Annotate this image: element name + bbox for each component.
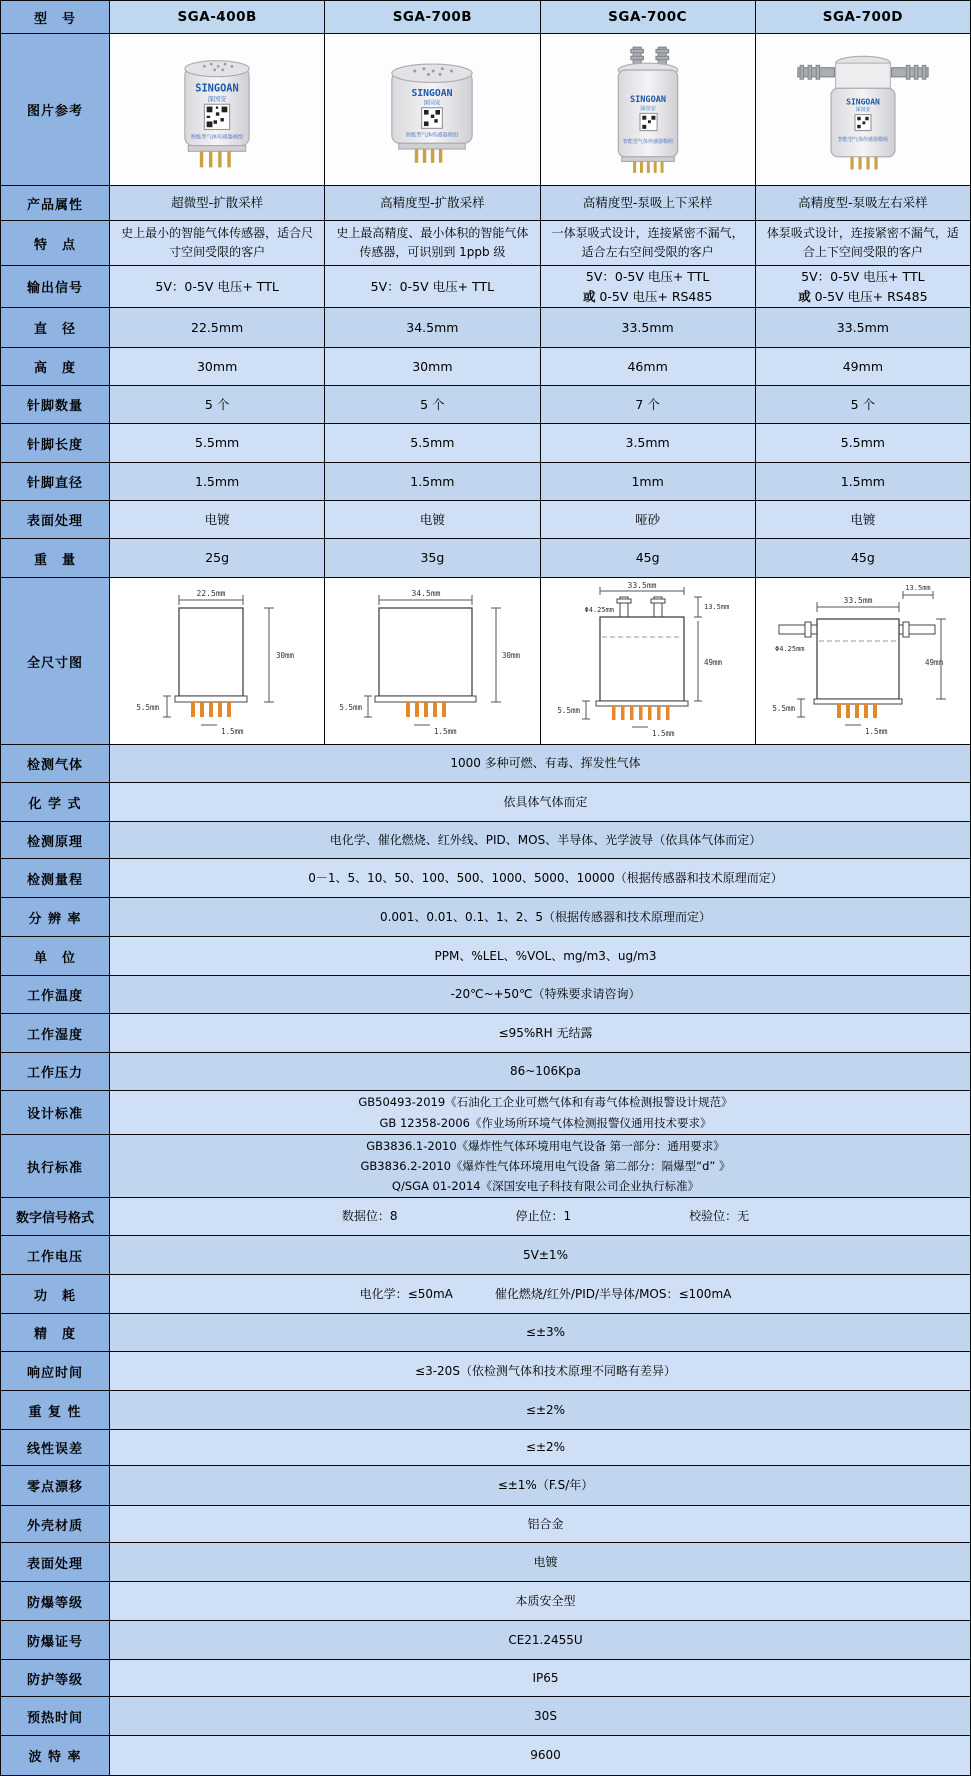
dim-pin-length: 5.5mm [136,703,160,712]
sensor-body [798,56,928,169]
detail-value: 数据位：8 停止位：1 校验位：无 [110,1198,971,1236]
spec-value: 49mm [756,348,971,386]
qr-code [640,113,657,130]
detail-row-protection-grade [1,1660,971,1697]
spec-value: 5 个 [110,386,325,424]
row-label: 输出信号 [1,266,110,308]
detail-value: ≤±3% [110,1314,971,1352]
dim-pin-diameter: 1.5mm [864,727,888,736]
spec-value: 5.5mm [110,424,325,463]
detail-value: IP65 [110,1660,971,1697]
spec-value: 30mm [110,348,325,386]
brand-text: SINGOAN [195,82,239,95]
row-label: 检测量程 [1,859,110,898]
row-label: 执行标准 [1,1135,110,1198]
spec-row-diameter [1,308,971,348]
detail-row-unit [1,937,971,976]
pins [633,161,663,172]
product-photo-sga-700b [325,34,540,186]
caption-text: 智能型气体传感器模组 [406,131,459,138]
detail-value: ≤±2% [110,1430,971,1466]
diagram-pins [837,704,877,718]
detail-value: 86~106Kpa [110,1053,971,1091]
dim-pin-diameter: 1.5mm [221,727,244,736]
dim-pin-length: 5.5mm [557,706,580,715]
detail-row-shell-material [1,1506,971,1543]
detail-row-gases [1,745,971,783]
spec-value: 5.5mm [756,424,971,463]
row-label: 工作湿度 [1,1014,110,1053]
spec-value: 3.5mm [541,424,756,463]
brand-text: SINGOAN [846,96,880,106]
dim-tube-diameter: Φ4.25mm [774,645,805,653]
row-label: 产品属性 [1,186,110,221]
row-label: 防护等级 [1,1660,110,1697]
detail-value: 9600 [110,1736,971,1776]
detail-row-repeatability [1,1391,971,1430]
row-label: 化 学 式 [1,783,110,822]
spec-value: 45g [541,539,756,578]
dimension-diagram-sga-700b [325,578,540,745]
brand-cn-text: 深国安 [207,95,227,103]
caption-text: 智能型气体传感器模组 [190,134,244,141]
photo-row [1,34,971,186]
row-label: 防爆等级 [1,1582,110,1621]
row-label: 工作压力 [1,1053,110,1091]
sensor-body [185,60,249,167]
spec-value: 5.5mm [325,424,540,463]
detail-row-warmup-time [1,1697,971,1736]
spec-value: 体泵吸式设计，连接紧密不漏气，适合上下空间受限的客户 [756,221,971,266]
dimension-diagram-sga-700d [756,578,971,745]
dim-width: 33.5mm [843,596,873,605]
brand-cn-text: 深国安 [639,105,656,112]
spec-row-pin-count [1,386,971,424]
spec-row-weight [1,539,971,578]
detail-row-surface-treatment [1,1543,971,1582]
spec-row-pin-length [1,424,971,463]
row-label-diagram: 全尺寸图 [1,578,110,745]
spec-value: 1.5mm [325,463,540,501]
dim-pin-diameter: 1.5mm [434,727,457,736]
detail-value: GB3836.1-2010《爆炸性气体环境用电气设备 第一部分：通用要求》 GB3836.2-2010《爆炸性气体环境用电气设备 第二部分：隔爆型“d” 》 Q/SGA 01-2014《深国安电子科技有限公司企业执行标准》 [110,1135,971,1198]
pins [850,156,877,169]
detail-value: ≤3-20S（依检测气体和技术原理不同略有差异） [110,1352,971,1391]
detail-row-power [1,1275,971,1314]
detail-row-pressure [1,1053,971,1091]
spec-value: 电镀 [325,501,540,539]
dim-pin-length: 5.5mm [339,703,363,712]
spec-value: 33.5mm [756,308,971,348]
detail-row-resolution [1,898,971,937]
row-label: 数字信号格式 [1,1198,110,1236]
caption-text: 智能型气体传感器模组 [837,136,888,143]
spec-value: 34.5mm [325,308,540,348]
pins [415,149,443,163]
row-label: 针脚长度 [1,424,110,463]
diagram-pins [191,702,231,717]
spec-value: 5V：0-5V 电压+ TTL [325,266,540,308]
spec-value: 哑砂 [541,501,756,539]
spec-value: 46mm [541,348,756,386]
row-label-photo: 图片参考 [1,34,110,186]
product-photo-sga-700d [756,34,971,186]
model-header-row [1,1,971,34]
spec-value: 45g [756,539,971,578]
detail-row-zero-drift [1,1466,971,1506]
model-name-sga-700c: SGA-700C [541,1,756,34]
spec-row-output-signal [1,266,971,308]
spec-value: 7 个 [541,386,756,424]
detail-value: 5V±1% [110,1236,971,1275]
dim-height: 30mm [502,651,521,660]
row-label: 波 特 率 [1,1736,110,1776]
row-label: 工作温度 [1,976,110,1014]
detail-value: 本质安全型 [110,1582,971,1621]
spec-row-pin-diameter [1,463,971,501]
row-label: 线性误差 [1,1430,110,1466]
sensor-body [392,64,472,163]
detail-row-baud-rate [1,1736,971,1776]
spec-row-attribute [1,186,971,221]
detail-value: ≤95%RH 无结露 [110,1014,971,1053]
spec-value: 高精度型-扩散采样 [325,186,540,221]
model-name-sga-700b: SGA-700B [325,1,540,34]
spec-value: 1mm [541,463,756,501]
model-name-sga-400b: SGA-400B [110,1,325,34]
row-label: 功 耗 [1,1275,110,1314]
spec-value: 5 个 [325,386,540,424]
row-label: 外壳材质 [1,1506,110,1543]
row-label: 精 度 [1,1314,110,1352]
row-label: 特 点 [1,221,110,266]
sensor-body [618,47,677,173]
spec-value: 电镀 [110,501,325,539]
detail-row-design-standards [1,1091,971,1135]
dim-height: 49mm [703,658,722,667]
qr-code [422,107,443,128]
detail-value: 30S [110,1697,971,1736]
detail-row-humidity [1,1014,971,1053]
dim-tube-height: 13.5mm [905,584,931,592]
detail-row-range [1,859,971,898]
row-label: 重 量 [1,539,110,578]
dim-tube-diameter: Φ4.25mm [584,606,614,614]
spec-value: 5V：0-5V 电压+ TTL 或 0-5V 电压+ RS485 [541,266,756,308]
detail-row-accuracy [1,1314,971,1352]
row-label: 检测气体 [1,745,110,783]
spec-value: 超微型-扩散采样 [110,186,325,221]
detail-value: 1000 多种可燃、有毒、挥发性气体 [110,745,971,783]
top-tubes [617,597,665,617]
detail-value: 电镀 [110,1543,971,1582]
row-label: 工作电压 [1,1236,110,1275]
spec-row-features [1,221,971,266]
detail-value: PPM、%LEL、%VOL、mg/m3、ug/m3 [110,937,971,976]
pins [200,151,231,167]
dim-pin-length: 5.5mm [772,704,795,713]
row-label: 检测原理 [1,822,110,859]
spec-value: 33.5mm [541,308,756,348]
row-label: 重 复 性 [1,1391,110,1430]
dim-pin-diameter: 1.5mm [651,729,675,738]
row-label: 针脚直径 [1,463,110,501]
product-photo-sga-700c [541,34,756,186]
spec-value: 25g [110,539,325,578]
spec-value: 高精度型-泵吸左右采样 [756,186,971,221]
detail-value: ≤±2% [110,1391,971,1430]
brand-cn-text: 深国安 [423,99,441,106]
dimension-diagram-row [1,578,971,745]
row-label: 预热时间 [1,1697,110,1736]
detail-value: 铝合金 [110,1506,971,1543]
dim-width: 22.5mm [196,589,226,598]
detail-row-digital-format [1,1198,971,1236]
brand-text: SINGOAN [411,87,453,99]
dim-tube-height: 13.5mm [703,603,729,611]
qr-code [855,114,871,130]
row-label: 直 径 [1,308,110,348]
detail-value: 电化学、催化燃烧、红外线、PID、MOS、半导体、光学波导（依具体气体而定） [110,822,971,859]
detail-value: 0－1、5、10、50、100、500、1000、5000、10000（根据传感器和技术原理而定） [110,859,971,898]
row-label: 表面处理 [1,501,110,539]
dimension-diagram-sga-400b [110,578,325,745]
detail-row-response-time [1,1352,971,1391]
row-label: 表面处理 [1,1543,110,1582]
spec-value: 35g [325,539,540,578]
detail-value: GB50493-2019《石油化工企业可燃气体和有毒气体检测报警设计规范》 GB 12358-2006《作业场所环境气体检测报警仪通用技术要求》 [110,1091,971,1135]
model-name-sga-700d: SGA-700D [756,1,971,34]
detail-value: 0.001、0.01、0.1、1、2、5（根据传感器和技术原理而定） [110,898,971,937]
dimension-diagram-sga-700c [541,578,756,745]
detail-row-execution-standards [1,1135,971,1198]
caption-text: 智能型气体传感器模组 [622,138,673,145]
qr-code [205,104,230,129]
brand-cn-text: 深国安 [855,106,871,113]
row-label: 零点漂移 [1,1466,110,1506]
dim-width: 34.5mm [411,589,441,598]
spec-value: 史上最高精度、最小体积的智能气体传感器，可识别到 1ppb 级 [325,221,540,266]
detail-row-principle [1,822,971,859]
row-label: 响应时间 [1,1352,110,1391]
row-label-model: 型 号 [1,1,110,34]
spec-value: 高精度型-泵吸上下采样 [541,186,756,221]
detail-value: ≤±1%（F.S/年） [110,1466,971,1506]
detail-row-formula [1,783,971,822]
detail-value: -20℃~+50℃（特殊要求请咨询） [110,976,971,1014]
spec-row-surface [1,501,971,539]
detail-row-temperature [1,976,971,1014]
spec-value: 史上最小的智能气体传感器，适合尺寸空间受限的客户 [110,221,325,266]
spec-value: 5V：0-5V 电压+ TTL [110,266,325,308]
spec-value: 电镀 [756,501,971,539]
row-label: 设计标准 [1,1091,110,1135]
detail-value: CE21.2455U [110,1621,971,1660]
detail-row-explosion-cert [1,1621,971,1660]
detail-value: 依具体气体而定 [110,783,971,822]
row-label: 单 位 [1,937,110,976]
detail-value: 电化学：≤50mA 催化燃烧/红外/PID/半导体/MOS：≤100mA [110,1275,971,1314]
row-label: 高 度 [1,348,110,386]
product-photo-sga-400b [110,34,325,186]
spec-value: 22.5mm [110,308,325,348]
spec-value: 1.5mm [110,463,325,501]
row-label: 分 辨 率 [1,898,110,937]
dim-width: 33.5mm [627,581,657,590]
detail-row-voltage [1,1236,971,1275]
diagram-pins [406,702,446,717]
row-label: 针脚数量 [1,386,110,424]
detail-row-explosion-grade [1,1582,971,1621]
dim-height: 49mm [924,658,943,667]
detail-row-linearity [1,1430,971,1466]
dim-height: 30mm [276,651,295,660]
spec-value: 5 个 [756,386,971,424]
spec-row-height [1,348,971,386]
brand-text: SINGOAN [629,94,666,105]
spec-value: 1.5mm [756,463,971,501]
spec-value: 30mm [325,348,540,386]
spec-value: 一体泵吸式设计，连接紧密不漏气，适合左右空间受限的客户 [541,221,756,266]
row-label: 防爆证号 [1,1621,110,1660]
diagram-pins [612,706,670,720]
spec-value: 5V：0-5V 电压+ TTL 或 0-5V 电压+ RS485 [756,266,971,308]
